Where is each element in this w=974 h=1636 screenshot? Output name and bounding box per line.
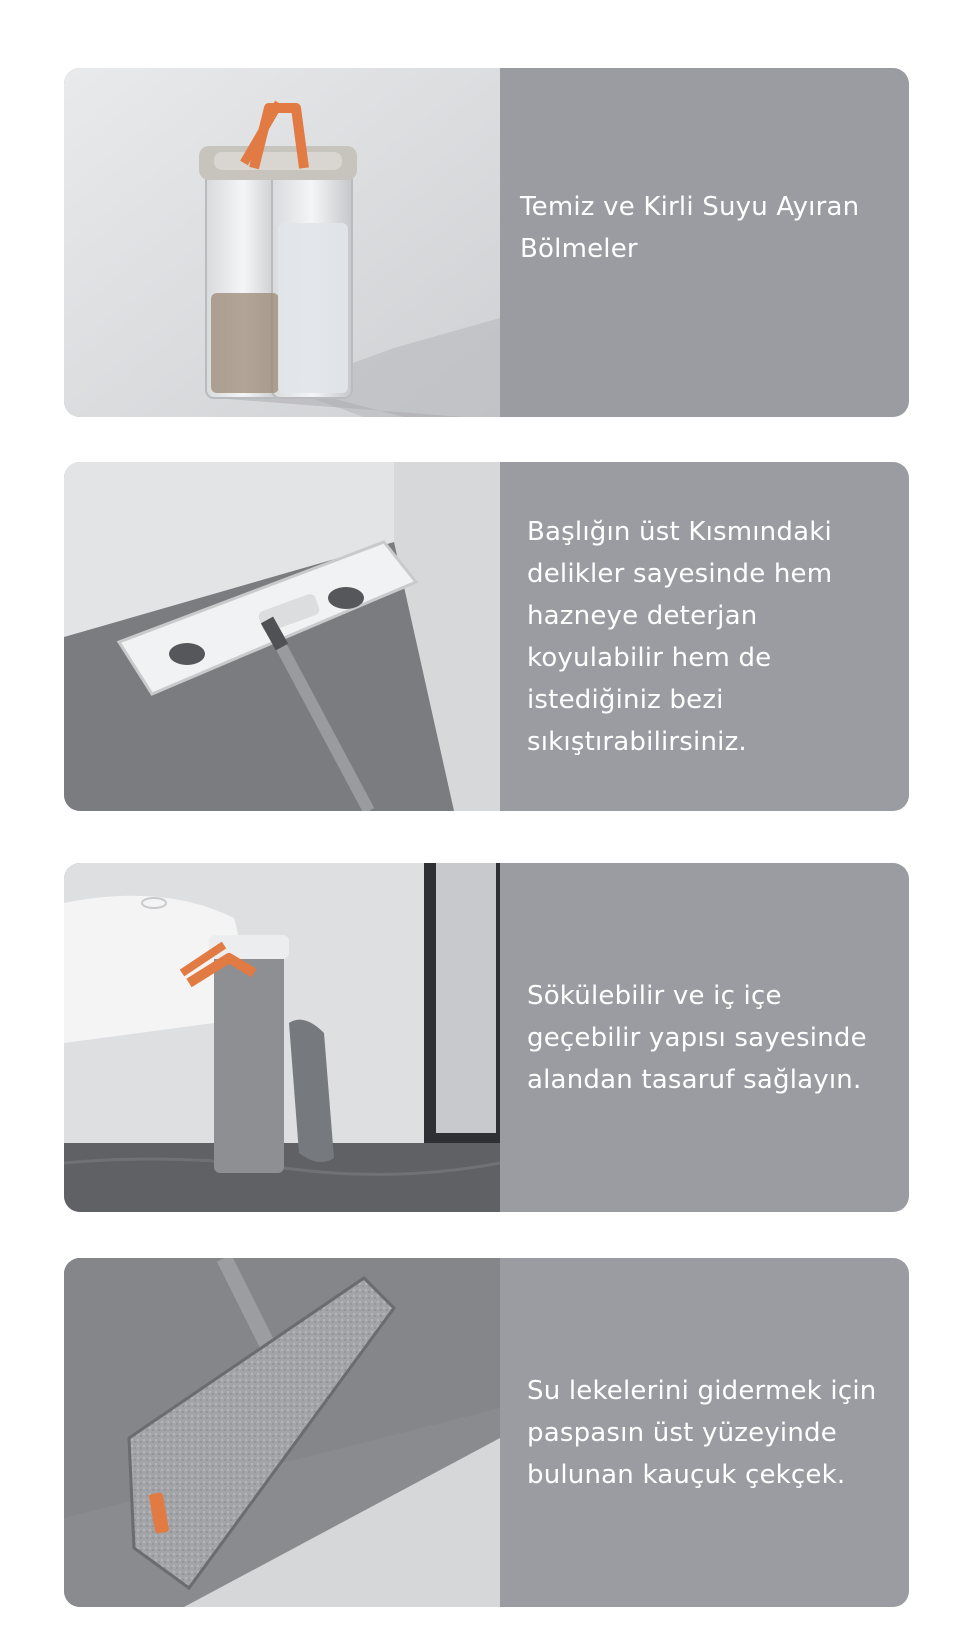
feature-card-compartments bbox=[64, 68, 909, 417]
mop-head-top-view-photo bbox=[64, 462, 500, 811]
feature-text-detachable: Sökülebilir ve iç içe geçebilir yapısı sayesinde alandan tasaruf sağlayın. bbox=[527, 980, 867, 1095]
feature-text-mop-head: Başlığın üst Kısmındaki delikler sayesinde hem hazneye deterjan koyulabilir hem de istediğiniz bezi sıkıştırabilirsiniz. bbox=[527, 516, 833, 757]
feature-card-squeegee bbox=[64, 1258, 909, 1607]
feature-card-detachable bbox=[64, 863, 909, 1212]
mop-pad-illustration bbox=[64, 1258, 500, 1607]
feature-card-mop-head bbox=[64, 462, 909, 811]
bathroom-bucket-illustration bbox=[64, 863, 500, 1212]
feature-text-squeegee: Su lekelerini gidermek için paspasın üst yüzeyinde bulunan kauçuk çekçek. bbox=[527, 1375, 877, 1490]
mop-pad-rubber-squeegee-photo bbox=[64, 1258, 500, 1607]
bucket-illustration bbox=[64, 68, 500, 417]
detachable-bucket-bathroom-photo bbox=[64, 863, 500, 1212]
water-separating-bucket-photo bbox=[64, 68, 500, 417]
feature-text-compartments: Temiz ve Kirli Suyu Ayıran Bölmeler bbox=[520, 191, 860, 264]
mop-head-illustration bbox=[64, 462, 500, 811]
